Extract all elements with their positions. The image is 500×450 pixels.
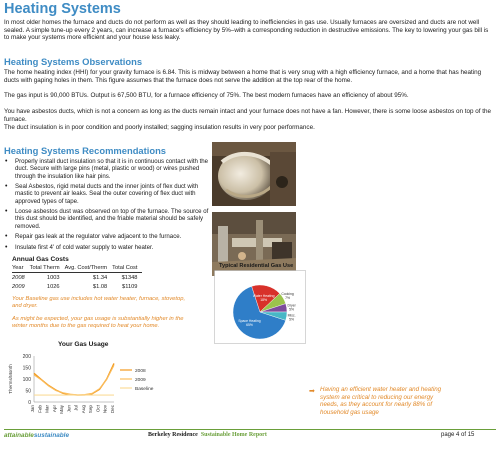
- page-number: page 4 of 15: [441, 432, 475, 438]
- x-tick-label: Oct: [95, 405, 101, 413]
- x-tick-label: Jun: [66, 405, 72, 413]
- list-item: • Loose asbestos dust was observed on top of the furnace. The source of this dust should be identified, and the friable material should be safely removed.: [4, 208, 209, 230]
- pie-slice-value: 65%: [246, 322, 253, 327]
- footer-report-title: Sustainable Home Report: [200, 432, 267, 438]
- x-tick-label: May: [59, 405, 65, 414]
- x-tick-label: Dec: [110, 405, 115, 414]
- table-cell: 1003: [46, 275, 60, 281]
- list-item: • Repair gas leak at the regulator valve adjacent to the furnace.: [4, 233, 209, 240]
- observation-paragraph: The home heating index (HHI) for your gravity furnace is 6.84. This is midway between a home that is very snug with a high efficiency furnace, and a home that has heating ducts with gaping holes in them. This figure assumes that the furnace does not serve the addition at the top rear of the home.: [4, 69, 482, 84]
- observation-paragraph: The duct insulation is in poor condition and poorly installed; sagging insulation results in very poor performance.: [4, 124, 315, 131]
- y-axis-label: Therms/Month: [8, 364, 13, 394]
- y-tick-label: 200: [22, 353, 31, 360]
- x-tick-label: Apr: [51, 405, 57, 413]
- table-cell: $1348: [121, 275, 138, 281]
- brand-part: sustainable: [33, 432, 70, 439]
- table-header-row: [12, 265, 142, 273]
- column-header: Total Cost: [112, 265, 142, 273]
- footer-divider: [4, 429, 496, 430]
- pie-slice-label: Cooking: [281, 292, 294, 297]
- list-item: • Properly install duct insulation so that it is in continuous contact with the duct. Secure with large pins (metal, plastic or wood) or wires pushed through the insulation like hair pins.: [4, 158, 209, 180]
- x-tick-label: Jan: [30, 405, 35, 413]
- pie-slice-value: 7%: [285, 296, 290, 301]
- brand-logo: [4, 432, 69, 439]
- legend-label: 2008: [135, 368, 146, 374]
- series-line-2009: [34, 365, 114, 395]
- table-row: [12, 273, 142, 283]
- list-item: • Seal Asbestos, rigid metal ducts and the inner joints of flex duct with mastic to prevent air leaks. Seal the outer covering of flex duct with approved types of tape.: [4, 183, 209, 205]
- baseline-note: Your Baseline gas use includes hot water heater, furnace, stovetop, and dryer.: [12, 296, 186, 310]
- annual-costs-title: Annual Gas Costs: [12, 256, 69, 263]
- y-tick-label: 100: [22, 376, 31, 383]
- x-tick-label: Sep: [88, 405, 94, 414]
- x-tick-label: Feb: [37, 405, 43, 413]
- y-tick-label: 150: [22, 365, 31, 372]
- observation-paragraph: You have asbestos ducts, which is not a concern as long as the ducts remain intact and your furnace does not have a fan. However, there is some loose asbestos on top of the furnace.: [4, 108, 492, 123]
- table-cell: 1026: [46, 284, 60, 290]
- pie-slice-label: Dryer: [287, 303, 296, 308]
- duct-insulation-photo: [212, 142, 296, 206]
- y-tick-label: 50: [25, 388, 31, 395]
- recommendations-heading: Heating Systems Recommendations: [4, 145, 167, 156]
- x-tick-label: Aug: [80, 405, 86, 414]
- pie-slice-value: 5%: [289, 307, 295, 312]
- table-cell: 2009: [12, 284, 25, 290]
- annual-costs-table: [12, 265, 142, 291]
- column-header: Year: [12, 265, 30, 273]
- pie-slice-label: Misc.: [287, 313, 296, 318]
- pie-slice-value: 18%: [260, 297, 268, 302]
- footer-residence: Berkeley Residence: [148, 432, 198, 438]
- x-tick-label: Nov: [102, 405, 108, 414]
- column-header: Total Therm: [30, 265, 65, 273]
- arrow-right-icon: ➡: [309, 388, 315, 395]
- column-header: Avg. Cost/Therm: [65, 265, 113, 273]
- table-cell: $1.08: [92, 284, 108, 290]
- table-cell: $1.34: [92, 275, 108, 281]
- table-row: [12, 282, 142, 291]
- gas-usage-line-chart: [4, 350, 180, 428]
- intro-paragraph: In most older homes the furnace and ducts do not perform as well as they should leading to inefficiencies in gas use. Usually furnaces are oversized and ducts are not well sealed. A simple tune-up every 2 years, can increase a furnace's efficiency by 5%–with a corresponding reduction in destructive emissions. The key to lowering your gas bill is to make your systems more efficient and your house less leaky.: [4, 19, 489, 42]
- winter-usage-note: As might be expected, your gas usage is substantially higher in the winter months due to the gas required to heat your home.: [12, 316, 184, 330]
- callout-text: Having an efficient water heater and heating system are critical to reducing our energy needs, as they account for nearly 88% of household gas usage: [320, 386, 442, 416]
- legend-label: Baseline: [135, 386, 154, 392]
- residential-gas-pie-chart: [214, 270, 306, 344]
- x-tick-label: Jul: [73, 405, 79, 411]
- recommendations-list: [4, 158, 209, 254]
- gas-usage-chart-title: Your Gas Usage: [58, 341, 109, 348]
- pie-chart-title: Typical Residential Gas Use: [219, 263, 294, 269]
- x-tick-label: Mar: [44, 405, 50, 413]
- footer-report-name: [148, 432, 267, 438]
- brand-part: attainable: [4, 432, 34, 439]
- observation-paragraph: The gas input is 90,000 BTUs. Output is 67,500 BTU, for a furnace efficiency of 75%. The best modern furnaces have an efficiency of about 95%.: [4, 92, 409, 99]
- series-line-2008: [34, 363, 114, 395]
- observations-heading: Heating Systems Observations: [4, 56, 143, 67]
- pie-slice-value: 5%: [289, 317, 295, 322]
- page-title: Heating Systems: [4, 1, 121, 17]
- pie-slice-label: Water Heating: [252, 294, 275, 299]
- list-item: • Insulate first 4' of cold water supply to water heater.: [4, 244, 209, 251]
- y-tick-label: 0: [28, 399, 31, 406]
- legend-label: 2009: [135, 377, 146, 383]
- table-cell: $1109: [122, 284, 138, 290]
- pie-slice-label: Space Heating: [238, 319, 261, 324]
- table-cell: 2008: [12, 275, 25, 281]
